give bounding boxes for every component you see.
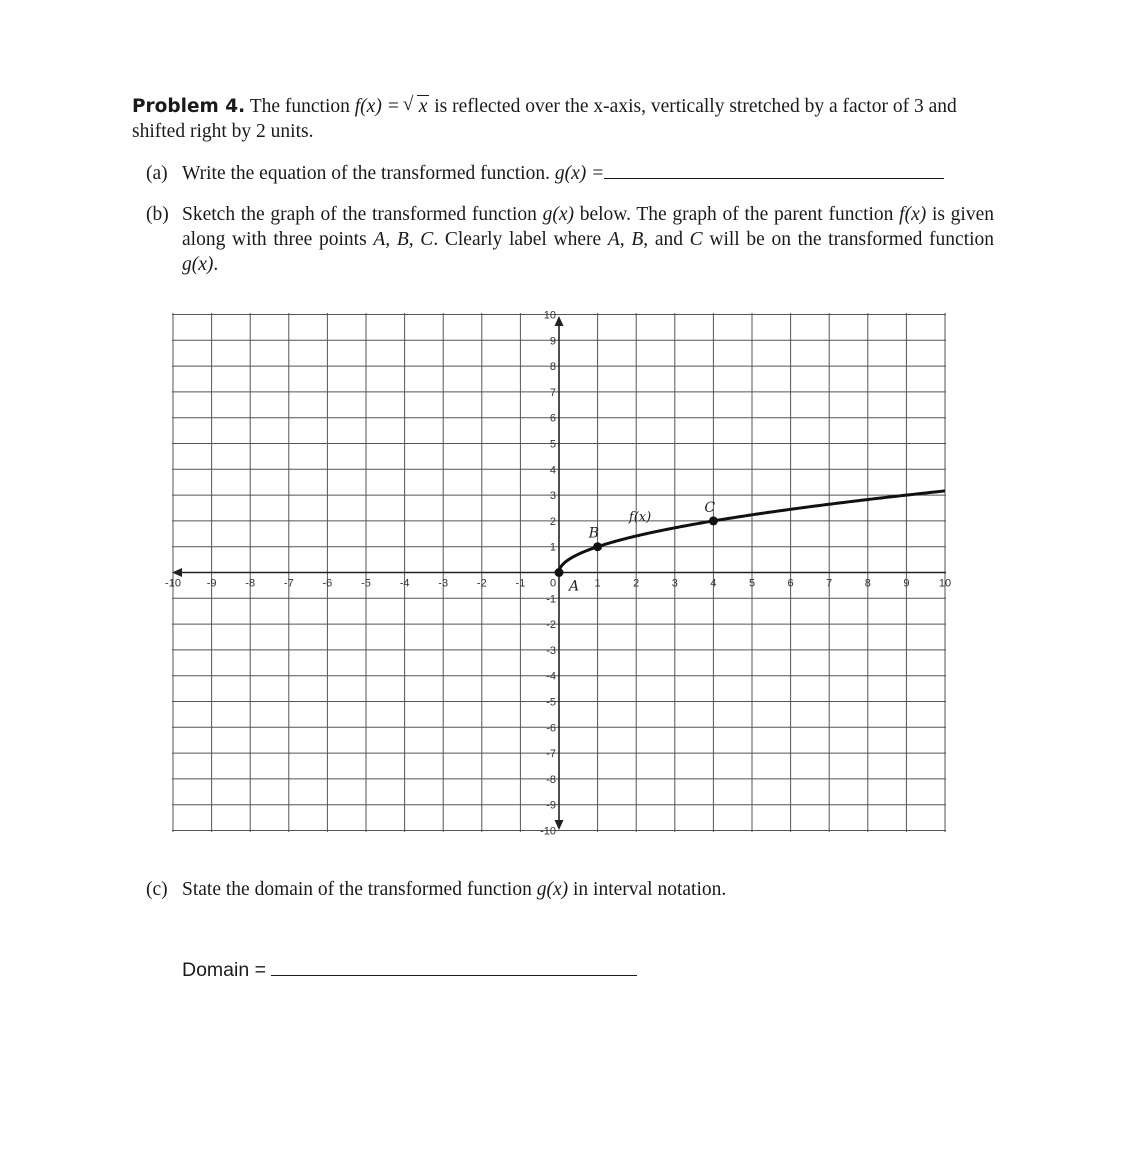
part-b-label: (b) — [146, 204, 169, 225]
x-tick-label: 5 — [748, 577, 756, 590]
x-tick-label: -4 — [399, 577, 410, 590]
y-tick-label: 9 — [549, 335, 556, 348]
part-c-label: (c) — [146, 879, 168, 900]
y-tick-label: -5 — [546, 696, 556, 709]
x-tick-label: 4 — [710, 577, 717, 590]
y-tick-label: -4 — [546, 670, 556, 683]
x-tick-label: -8 — [245, 577, 256, 590]
y-tick-label: 2 — [549, 515, 556, 528]
part-a-label: (a) — [146, 163, 168, 184]
problem-text-2: is reflected over the x-axis, vertically stretched by a factor of 3 and shifted right by 2 units. — [132, 96, 957, 142]
part-b-b: B — [631, 229, 644, 250]
x-tick-label: 3 — [671, 577, 678, 590]
x-tick-label: -3 — [438, 577, 449, 590]
y-tick-label: -9 — [546, 799, 556, 812]
point-label-a: A — [569, 578, 580, 595]
x-tick-label: 9 — [903, 577, 910, 590]
y-tick-label: 4 — [549, 464, 556, 477]
point-label-b: B — [588, 525, 599, 542]
y-tick-label: -10 — [540, 825, 556, 838]
point-a — [555, 568, 564, 577]
part-b-g: g(x) — [542, 204, 574, 225]
x-tick-label: 1 — [594, 577, 601, 590]
y-tick-label: -1 — [546, 593, 556, 606]
part-c-text-2: in interval notation. — [572, 879, 727, 900]
x-tick-label: 6 — [787, 577, 794, 590]
domain-answer-blank[interactable] — [271, 975, 637, 976]
y-tick-label: 5 — [549, 438, 556, 451]
y-tick-label: -7 — [546, 748, 556, 761]
x-tick-label: 2 — [633, 577, 640, 590]
x-tick-label: 7 — [826, 577, 833, 590]
part-b-f: f(x) — [899, 204, 927, 225]
y-tick-label: 10 — [543, 309, 556, 322]
x-tick-label: 8 — [864, 577, 871, 590]
y-tick-label: 6 — [549, 412, 556, 425]
y-tick-label: 3 — [549, 490, 556, 503]
y-tick-label: -6 — [546, 722, 556, 735]
part-b-text-3: is given along with three points — [182, 204, 994, 250]
x-tick-label: 0 — [549, 577, 557, 590]
part-b-text-2: below. The graph of the parent function — [579, 204, 894, 225]
point-b — [593, 542, 602, 551]
problem-text-1: The function — [249, 96, 350, 117]
part-a-text: Write the equation of the transformed function. — [182, 163, 550, 184]
part-b-text-1: Sketch the graph of the transformed function — [182, 204, 537, 225]
y-tick-label: 8 — [549, 361, 556, 374]
part-b-points: A, B, C — [373, 229, 434, 250]
y-tick-label: -2 — [546, 619, 556, 632]
x-tick-label: -5 — [361, 577, 371, 590]
part-b-sep2: , and — [643, 229, 683, 250]
x-tick-label: -9 — [206, 577, 217, 590]
part-b-text-4: . Clearly label where — [433, 229, 602, 250]
problem-label: Problem 4. — [132, 96, 246, 117]
part-b-c: C — [689, 229, 703, 250]
part-c — [146, 877, 946, 902]
x-tick-label: -7 — [283, 577, 294, 590]
domain-label: Domain = — [182, 959, 266, 981]
y-tick-label: -3 — [546, 644, 556, 657]
parent-function: f(x) = — [354, 96, 400, 117]
point-c — [709, 516, 718, 525]
y-tick-label: -8 — [546, 773, 556, 786]
part-b-sep1: , — [619, 229, 625, 250]
curve-label: f(x) — [628, 509, 652, 525]
part-a-answer-prefix: g(x) = — [554, 163, 605, 184]
part-c-g: g(x) — [536, 879, 569, 900]
point-label-c: C — [704, 499, 716, 516]
x-tick-label: -1 — [515, 577, 526, 590]
part-b-end: . — [213, 254, 219, 275]
part-b-a: A — [607, 229, 620, 250]
x-tick-label: 10 — [938, 577, 952, 590]
y-tick-label: 1 — [549, 541, 556, 554]
part-b-g2: g(x) — [182, 254, 214, 275]
part-c-text-1: State the domain of the transformed function — [182, 879, 532, 900]
domain-answer — [182, 959, 637, 982]
x-tick-label: -2 — [476, 577, 487, 590]
x-tick-label: -10 — [165, 577, 181, 590]
sqrt-argument: x — [418, 96, 428, 117]
y-tick-label: 7 — [549, 386, 556, 399]
x-tick-label: -6 — [322, 577, 333, 590]
part-b-text-5: will be on the transformed function — [709, 229, 995, 250]
